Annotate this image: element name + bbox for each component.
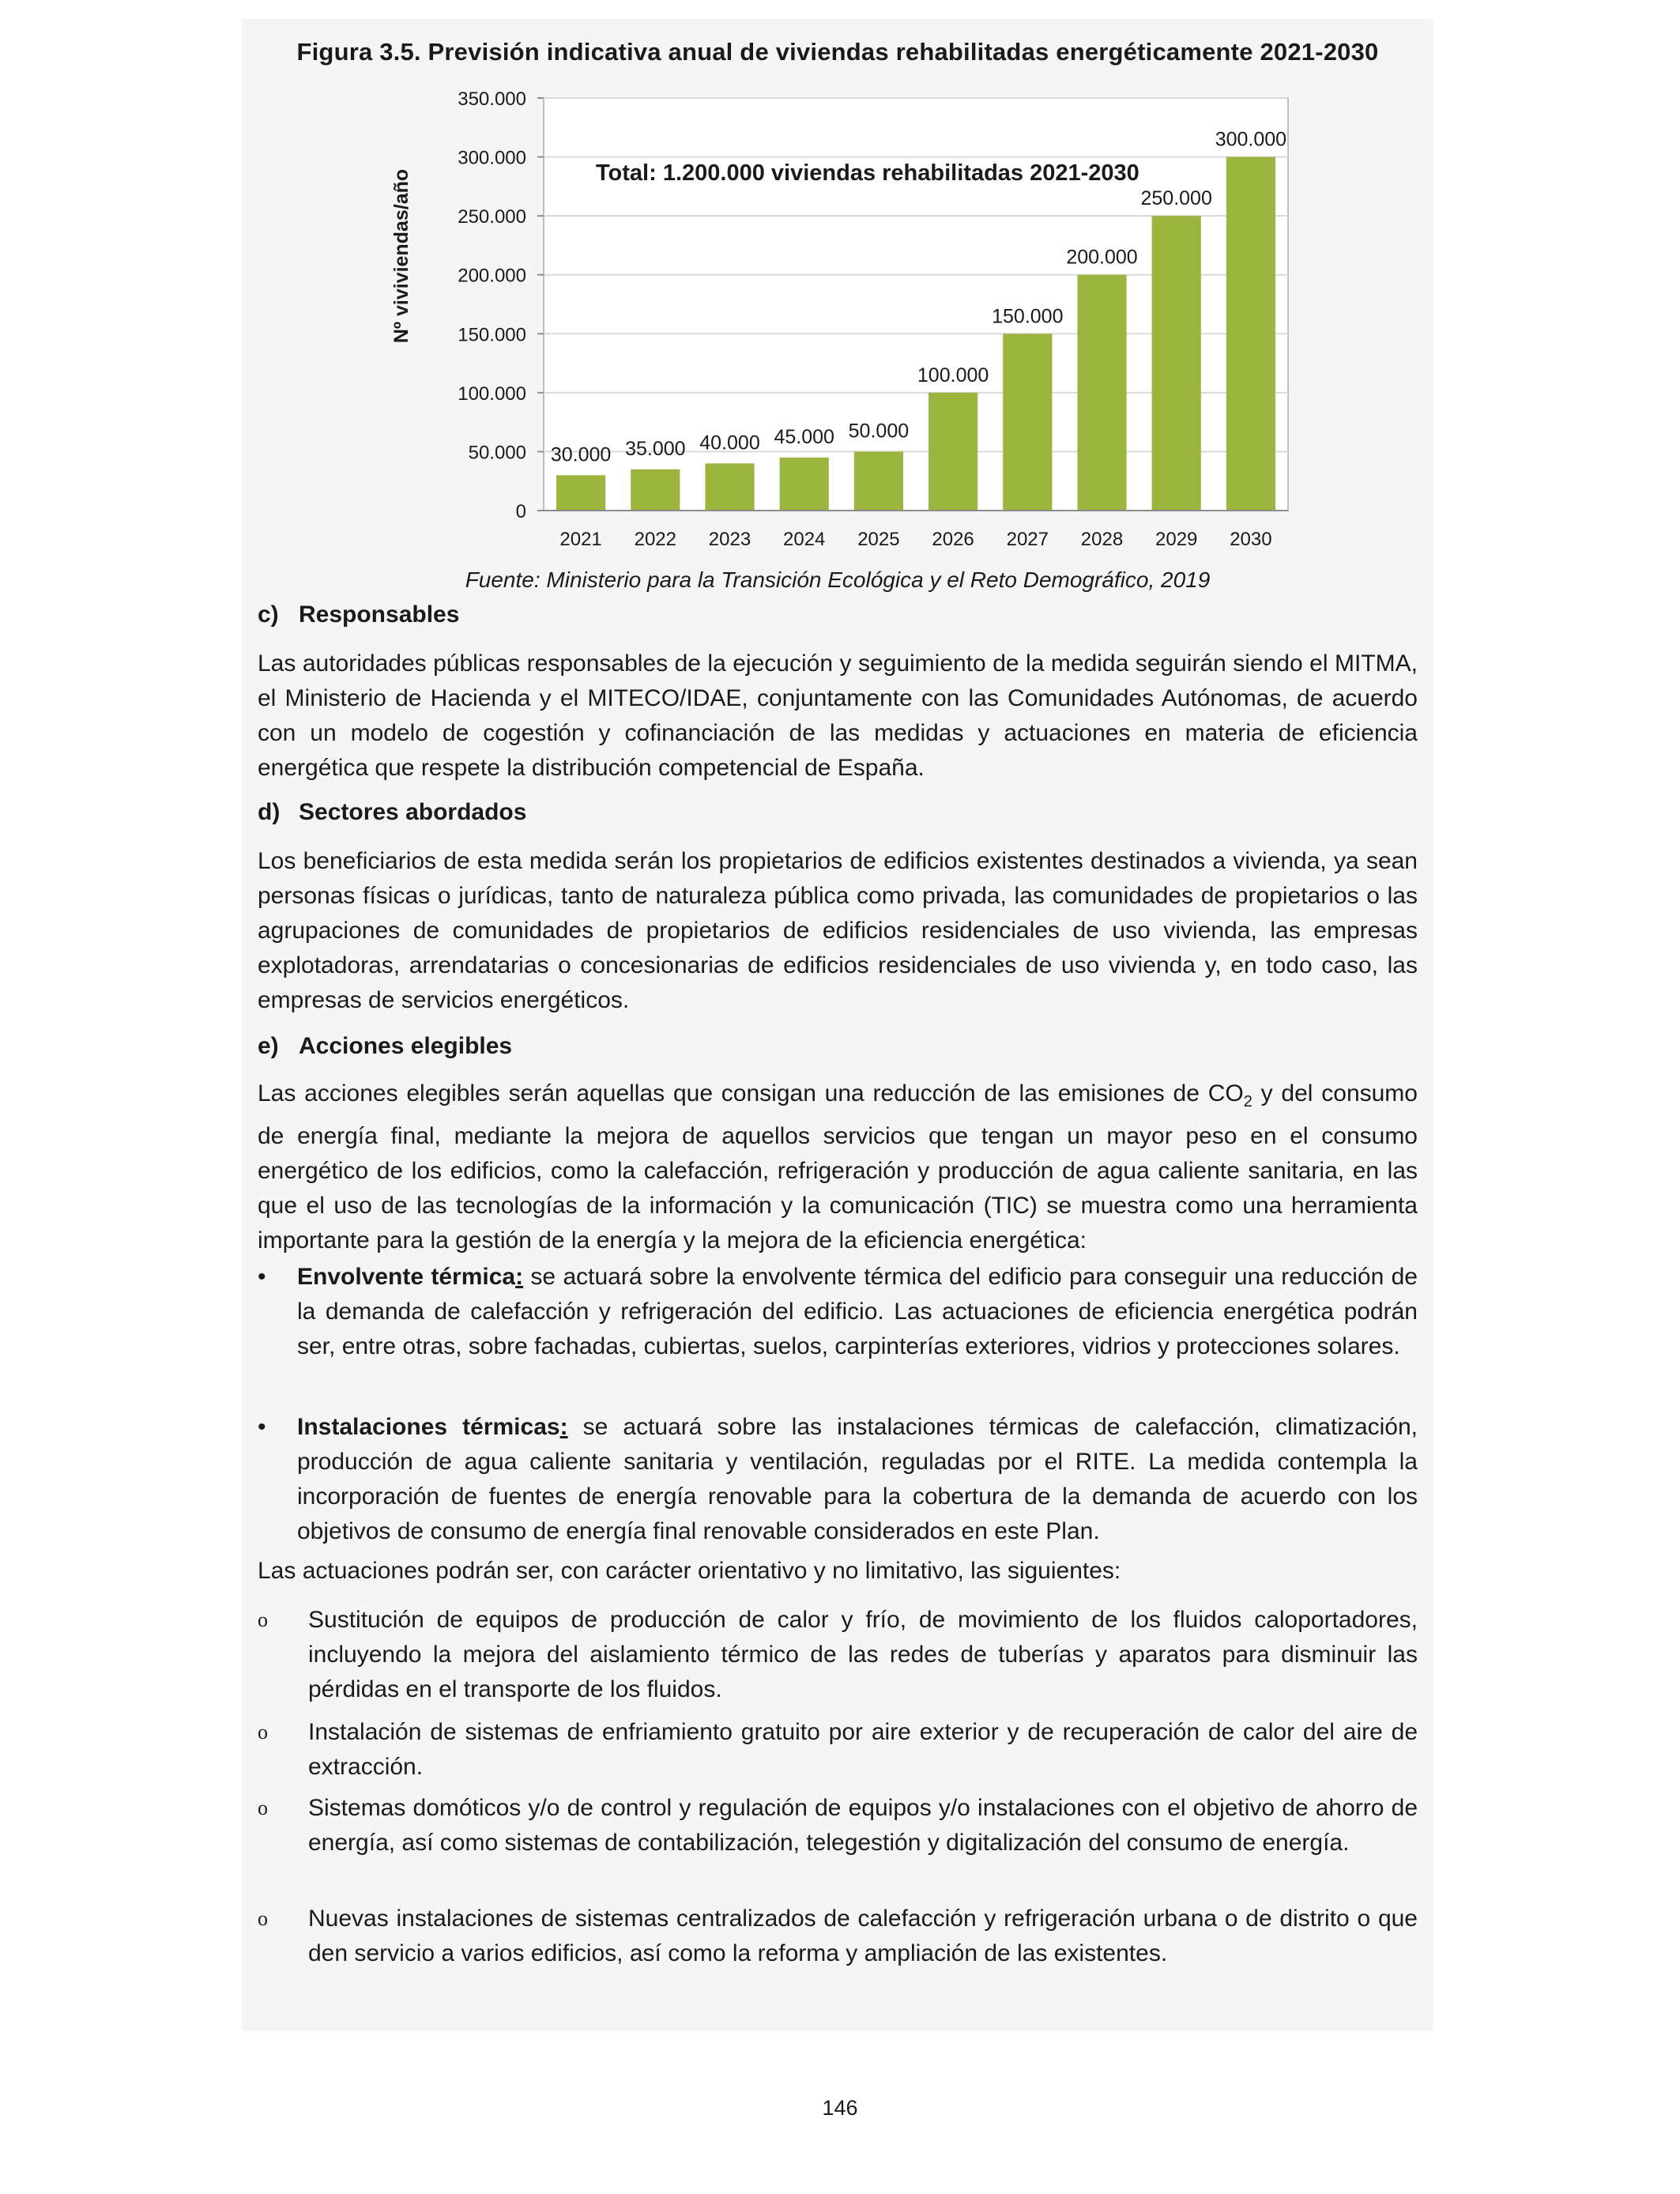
x-tick-label: 2022 (634, 529, 676, 550)
data-label: 50.000 (848, 420, 910, 443)
bar (1226, 157, 1275, 511)
circle-bullet-icon: o (258, 1907, 268, 1930)
action-text: Instalación de sistemas de enfriamiento gratuito por aire exterior y de recuperación de calor del aire de extracción. (308, 1719, 1418, 1780)
bullet-envolvente (258, 1260, 1418, 1364)
bar (1152, 216, 1201, 511)
x-tick-label: 2023 (708, 529, 751, 550)
section-c-title: Responsables (299, 601, 460, 628)
data-label: 40.000 (699, 432, 760, 454)
data-label: 100.000 (917, 364, 989, 386)
x-tick-label: 2021 (559, 529, 602, 550)
section-d-paragraph: Los beneficiarios de esta medida serán los propietarios de edificios existentes destinados a vivienda, ya sean personas físicas o jurídicas, tanto de naturaleza pública como privada, las comunidades de propietarios o las agrupaciones de comunidades de propietarios de edificios residenciales de uso vivienda, las empresas explotadoras, arrendatarias o concesionarias de edificios residenciales de uso vivienda y, en todo caso, las empresas de servicios energéticos. (258, 848, 1418, 1013)
data-label: 150.000 (992, 305, 1064, 328)
y-axis-label: Nº viviviendas/año (390, 168, 412, 344)
section-e-title: Acciones elegibles (299, 1033, 513, 1059)
co2-subscript: 2 (1243, 1093, 1252, 1110)
y-tick-label: 0 (515, 501, 526, 522)
action-text: Sustitución de equipos de producción de calor y frío, de movimiento de los fluidos caloportadores, incluyendo la mejora del aislamiento térmico de las redes de tuberías y aparatos para disminuir las pérdidas en el transporte de los fluidos. (308, 1607, 1418, 1702)
x-tick-label: 2027 (1006, 529, 1049, 550)
x-tick-label: 2030 (1230, 529, 1272, 550)
bullet-term: Envolvente térmica: (297, 1264, 524, 1290)
figure-source: Fuente: Ministerio para la Transición Ecológica y el Reto Demográfico, 2019 (465, 567, 1211, 592)
bullet-term: Instalaciones térmicas: (297, 1414, 568, 1440)
action-item (258, 1715, 1418, 1785)
y-tick-label: 350.000 (458, 89, 526, 110)
action-text: Sistemas domóticos y/o de control y regulación de equipos y/o instalaciones con el objetivo de ahorro de energía, así como sistemas de contabilización, telegestión y digitalización del consumo de energía. (308, 1795, 1418, 1856)
section-e-heading (258, 1029, 1418, 1064)
y-tick-label: 50.000 (468, 442, 526, 464)
section-d-title: Sectores abordados (299, 799, 527, 825)
data-label: 250.000 (1140, 187, 1212, 210)
data-label: 45.000 (774, 425, 834, 448)
intro-text-end: y del consumo de energía final, mediante la mejora de aquellos servicios que tengan un mayor peso en el consumo energético de los edificios, como la calefacción, refrigeración y producción de agua caliente sanitaria, en las que el uso de las tecnologías de la información y la comunicación (TIC) se muestra como una herramienta importante para la gestión de la energía y la mejora de la eficiencia energética: (258, 1080, 1418, 1253)
total-annotation: Total: 1.200.000 viviendas rehabilitadas 2021-2030 (596, 160, 1139, 186)
x-tick-label: 2029 (1155, 529, 1198, 550)
section-e-label: e) (258, 1033, 279, 1059)
data-label: 35.000 (625, 437, 686, 460)
section-c-heading (258, 598, 1418, 632)
x-tick-label: 2028 (1080, 529, 1124, 550)
section-c-paragraph: Las autoridades públicas responsables de la ejecución y seguimiento de la medida seguirán siendo el MITMA, el Ministerio de Hacienda y el MITECO/IDAE, conjuntamente con las Comunidades Autónomas, de acuerdo con un modelo de cogestión y cofinanciación de las medidas y actuaciones en materia de eficiencia energética que respete la distribución competencial de España. (258, 650, 1418, 781)
figure-title: Figura 3.5. Previsión indicativa anual de viviendas rehabilitadas energéticamente 2021-2030 (296, 38, 1379, 66)
bullet-icon: • (258, 1414, 266, 1440)
action-text: Nuevas instalaciones de sistemas centralizados de calefacción y refrigeración urbana o de distrito o que den servicio a varios edificios, así como la reforma y ampliación de las existentes. (308, 1906, 1418, 1966)
bullet-text: se actuará sobre las instalaciones térmicas de calefacción, climatización, producción de agua caliente sanitaria y ventilación, reguladas por el RITE. La medida contempla la incorporación de fuentes de energía renovable para la cobertura de la demanda de acuerdo con los objetivos de consumo de energía final renovable considerados en este Plan. (297, 1414, 1418, 1544)
x-tick-label: 2026 (932, 529, 974, 550)
section-e-intro (258, 1076, 1418, 1258)
bar (556, 475, 605, 511)
section-c-label: c) (258, 601, 279, 628)
y-tick-label: 300.000 (458, 147, 526, 169)
section-d-heading (258, 795, 1418, 830)
data-label: 200.000 (1066, 246, 1138, 269)
bullet-icon: • (258, 1264, 266, 1290)
page-number: 146 (822, 2096, 858, 2120)
bar-chart (371, 79, 1304, 561)
actions-intro: Las actuaciones podrán ser, con carácter orientativo y no limitativo, las siguientes: (258, 1558, 1121, 1584)
data-label: 300.000 (1215, 128, 1287, 151)
circle-bullet-icon: o (258, 1796, 268, 1819)
circle-bullet-icon: o (258, 1608, 268, 1631)
bar (1077, 275, 1126, 511)
y-tick-label: 200.000 (458, 265, 526, 287)
bar (1003, 334, 1052, 511)
x-tick-label: 2025 (857, 529, 900, 550)
bar (631, 469, 680, 511)
section-d-label: d) (258, 799, 281, 825)
bar (929, 393, 977, 511)
bar (705, 463, 754, 511)
action-item (258, 1603, 1418, 1707)
circle-bullet-icon: o (258, 1721, 268, 1744)
bar (780, 458, 829, 511)
bar (854, 451, 903, 511)
action-item (258, 1791, 1418, 1860)
bullet-text: se actuará sobre la envolvente térmica del edificio para conseguir una reducción de la demanda de calefacción y refrigeración del edificio. Las actuaciones de eficiencia energética podrán ser, entre otras, sobre fachadas, cubiertas, suelos, carpinterías exteriores, vidrios y protecciones solares. (297, 1264, 1418, 1359)
y-tick-label: 100.000 (458, 383, 526, 405)
bullet-instalaciones (258, 1410, 1418, 1549)
x-tick-label: 2024 (783, 529, 826, 550)
y-tick-label: 150.000 (458, 324, 526, 346)
action-item (258, 1902, 1418, 1971)
intro-text-start: Las acciones elegibles serán aquellas que consigan una reducción de las emisiones de CO (258, 1080, 1244, 1106)
y-tick-label: 250.000 (458, 206, 526, 228)
data-label: 30.000 (550, 443, 612, 466)
